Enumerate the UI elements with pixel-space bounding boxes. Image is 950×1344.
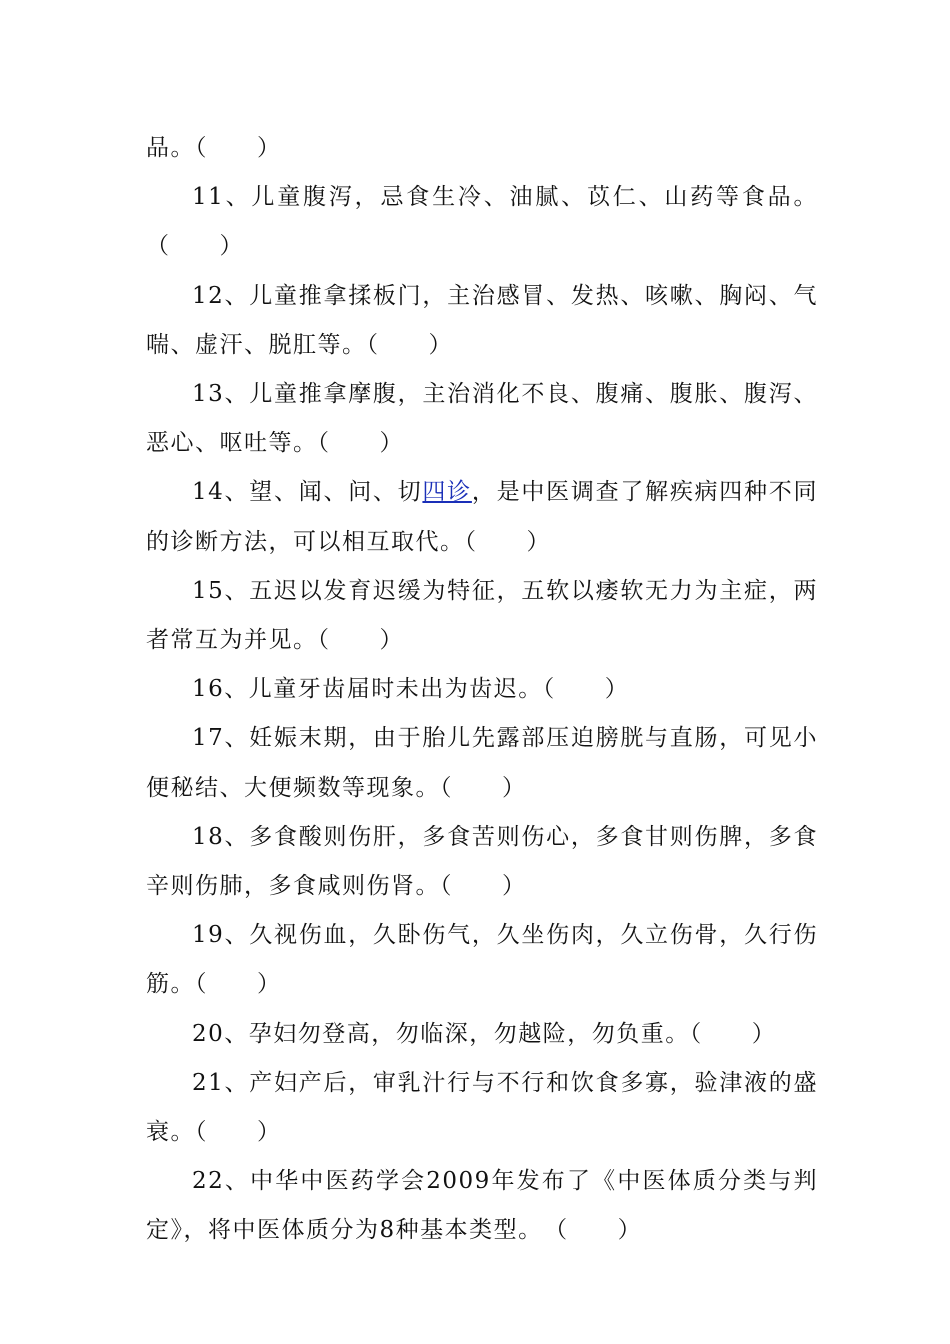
question-14 (146, 468, 818, 566)
question-12: 12、儿童推拿揉板门，主治感冒、发热、咳嗽、胸闷、气喘、虚汗、脱肛等。（ ） (146, 282, 818, 358)
question-13: 13、儿童推拿摩腹，主治消化不良、腹痛、腹胀、腹泻、恶心、呕吐等。（ ） (146, 381, 818, 457)
question-14-text-after: ，是中医调查了解疾病四种不同的诊断方法，可以相互取代。（ ） (146, 479, 819, 555)
paragraph-10-continuation: 品。（ ） (146, 135, 282, 161)
question-17: 17、妊娠末期，由于胎儿先露部压迫膀胱与直肠，可见小便秘结、大便频数等现象。（ ） (146, 725, 818, 801)
document-body (146, 124, 818, 1256)
sizhen-link[interactable]: 四诊 (422, 479, 472, 506)
question-19: 19、久视伤血，久卧伤气，久坐伤肉，久立伤骨，久行伤筋。（ ） (146, 922, 818, 998)
question-15: 15、五迟以发育迟缓为特征，五软以痿软无力为主症，两者常互为并见。（ ） (146, 577, 818, 654)
question-21: 21、产妇产后，审乳汁行与不行和饮食多寡，验津液的盛衰。（ ） (146, 1069, 818, 1146)
question-11: 11、儿童腹泻，忌食生冷、油腻、苡仁、山药等食品。（ ） (146, 184, 818, 260)
question-22: 22、中华中医药学会2009年发布了《中医体质分类与判定》，将中医体质分为8种基本类型。 （ ） (146, 1168, 818, 1244)
question-16: 16、儿童牙齿届时未出为齿迟。（ ） (192, 676, 630, 703)
question-20: 20、孕妇勿登高，勿临深，勿越险，勿负重。（ ） (192, 1020, 777, 1047)
question-18: 18、多食酸则伤肝，多食苦则伤心，多食甘则伤脾，多食辛则伤肺，多食咸则伤肾。（ ） (146, 823, 818, 900)
question-14-text-before: 14、望、闻、问、切 (192, 479, 423, 506)
